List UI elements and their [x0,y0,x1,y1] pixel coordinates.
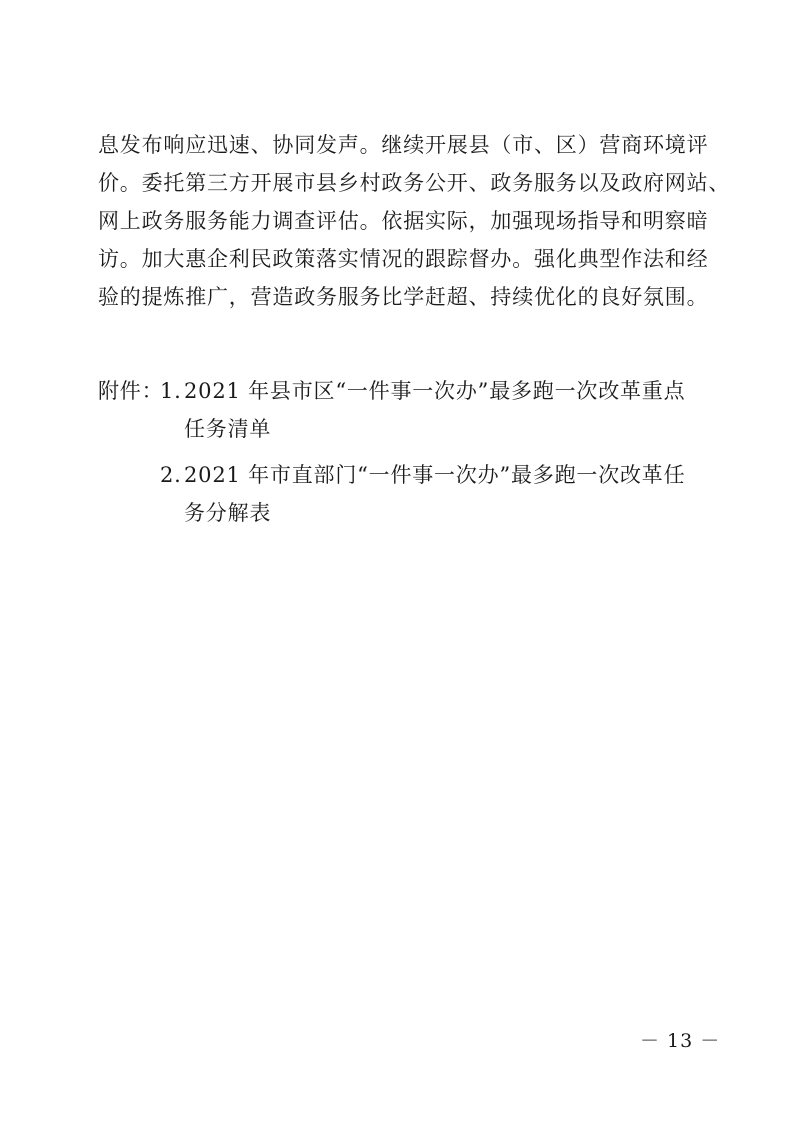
attachment-number: 1. [160,379,182,403]
paragraph-line: 价。委托第三方开展市县乡村政务公开、政务服务以及政府网站、 [98,171,731,195]
attachment-title: 2021 年县市区“一件事一次办”最多跑一次改革重点任务清单 [184,379,686,441]
attachment-number: 2. [160,463,182,487]
body-paragraph [98,126,731,316]
paragraph-line: 访。加大惠企利民政策落实情况的跟踪督办。强化典型作法和经 [98,247,709,271]
attachments-list [160,372,708,532]
attachment-title: 2021 年市直部门“一件事一次办”最多跑一次改革任务分解表 [184,463,686,525]
paragraph-line: 验的提炼推广，营造政务服务比学赶超、持续优化的良好氛围。 [98,285,709,309]
attachments-section [98,372,708,532]
attachment-item [160,456,708,532]
attachment-item [160,372,708,448]
page-number: － 13 － [640,1030,721,1052]
attachments-label: 附件： [98,379,164,403]
paragraph-line: 网上政务服务能力调查评估。依据实际，加强现场指导和明察暗 [98,209,709,233]
paragraph-line: 息发布响应迅速、协同发声。继续开展县（市、区）营商环境评 [98,133,709,157]
